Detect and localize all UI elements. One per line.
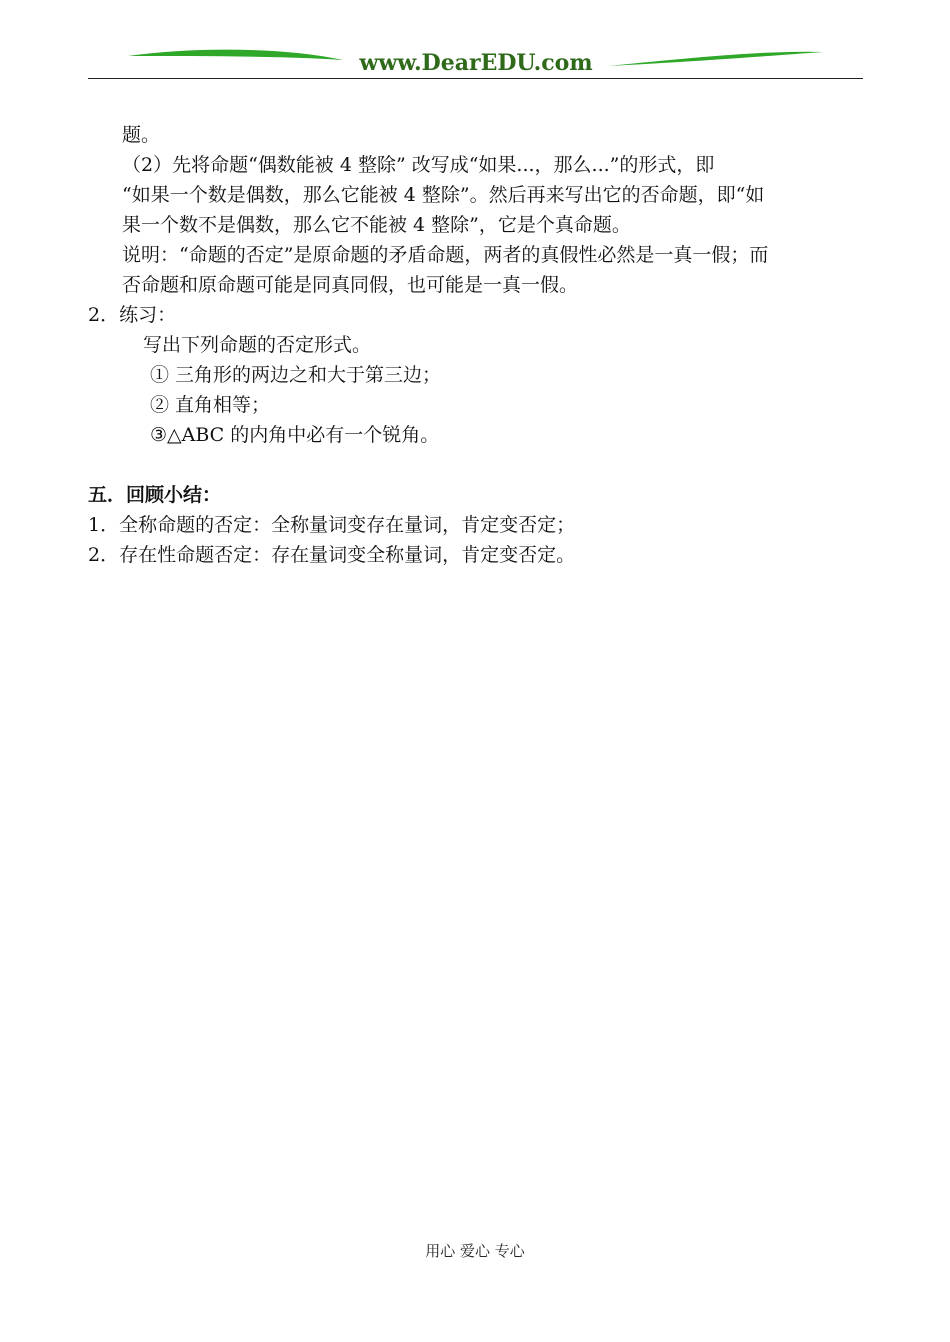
- body-line: （2）先将命题“偶数能被 4 整除” 改写成“如果...，那么...”的形式，即: [122, 154, 715, 176]
- practice-item: ② 直角相等；: [150, 394, 271, 416]
- page-footer: 用心 爱心 专心: [425, 1242, 525, 1260]
- practice-instruction: 写出下列命题的否定形式。: [143, 334, 372, 356]
- body-line: 说明：“命题的否定”是原命题的矛盾命题，两者的真假性必然是一真一假；而: [122, 244, 769, 266]
- section-heading: 五．回顾小结：: [88, 484, 222, 506]
- practice-item: ① 三角形的两边之和大于第三边；: [150, 364, 442, 386]
- page-header: [88, 40, 863, 82]
- body-line: 否命题和原命题可能是同真同假，也可能是一真一假。: [122, 274, 579, 296]
- body-line: 果一个数不是偶数，那么它不能被 4 整除”，它是个真命题。: [122, 214, 631, 236]
- body-line: “如果一个数是偶数，那么它能被 4 整除”。然后再来写出它的否命题，即“如: [122, 184, 765, 206]
- dearedu-logo: [88, 40, 863, 82]
- summary-item: 1．全称命题的否定：全称量词变存在量词，肯定变否定；: [88, 514, 576, 536]
- left-swoosh-icon: [128, 50, 343, 60]
- header-divider: [88, 78, 863, 79]
- logo-text: www.DearEDU.com: [359, 50, 593, 76]
- summary-item: 2．存在性命题否定：存在量词变全称量词，肯定变否定。: [88, 544, 576, 566]
- body-line: 题。: [122, 124, 161, 146]
- practice-item: ③△ABC 的内角中必有一个锐角。: [150, 424, 440, 446]
- practice-heading: 2．练习：: [88, 304, 177, 326]
- right-swoosh-icon: [608, 52, 823, 66]
